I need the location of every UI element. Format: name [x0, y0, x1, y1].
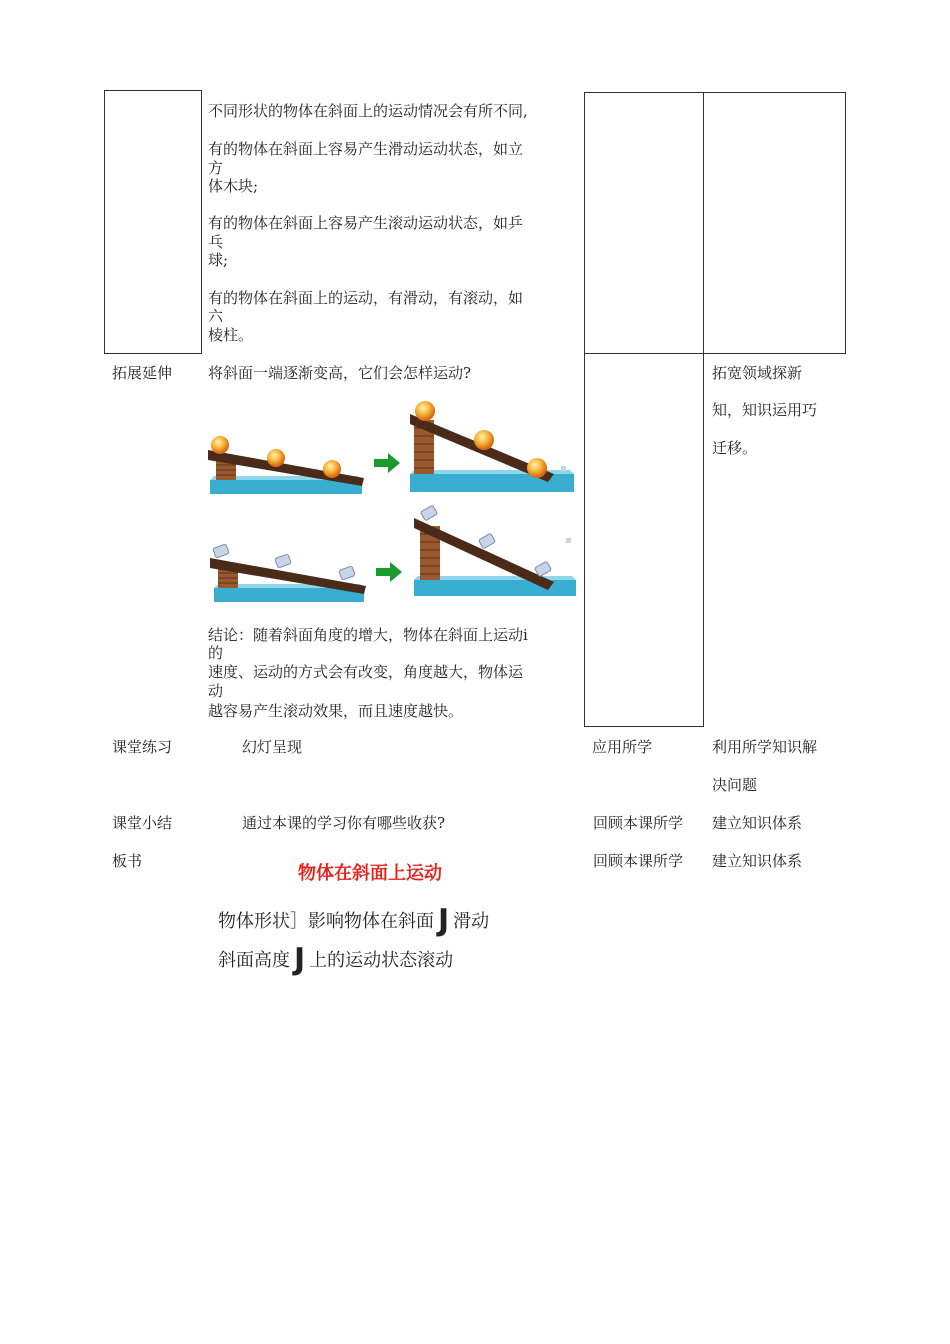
- content-line: 乓: [208, 233, 224, 251]
- conclusion-line: 速度、运动的方式会有改变，角度越大，物体运: [208, 663, 524, 681]
- content-line: 有的物体在斜面上容易产生滑动运动状态，如立: [208, 140, 524, 158]
- extend-intent-line: 迁移。: [712, 439, 758, 457]
- extend-intent-line: 知，知识运用巧: [712, 401, 818, 419]
- arrow-right-icon: [376, 562, 402, 582]
- conclusion-line: 结论：随着斜面角度的增大，物体在斜面上运动i: [208, 626, 528, 644]
- content-line: 体木块;: [208, 177, 259, 195]
- ball-icon: [474, 430, 494, 450]
- practice-student: 应用所学: [592, 738, 653, 756]
- board-text: 上的运动状态滚动: [309, 950, 454, 971]
- content-line: 六: [208, 307, 224, 325]
- row-label-summary: 课堂小结: [112, 814, 173, 832]
- high-incline-balls: [410, 401, 574, 492]
- practice-intent-line: 利用所学知识解: [712, 738, 818, 756]
- board-title: 物体在斜面上运动: [298, 863, 442, 884]
- board-text: 斜面高度: [218, 950, 290, 971]
- content-line: 不同形状的物体在斜面上的运动情况会有所不同,: [208, 102, 528, 120]
- practice-intent-line: 决问题: [712, 776, 758, 794]
- conclusion-line: 的: [208, 644, 224, 662]
- board-line-1: [218, 904, 489, 939]
- ball-icon: [323, 460, 341, 478]
- content-line: 棱柱。: [208, 326, 254, 344]
- conclusion-line: 越容易产生滚动效果，而且速度越快。: [208, 702, 464, 720]
- board-text: 物体形状］影响物体在斜面: [218, 911, 434, 932]
- content-line: 球;: [208, 251, 229, 269]
- board-student: 回顾本课所学: [593, 852, 684, 870]
- low-incline-cubes: [210, 544, 366, 602]
- conclusion-line: 动: [208, 682, 224, 700]
- brace-glyph: J: [438, 903, 450, 938]
- low-incline-balls: [208, 436, 364, 494]
- extend-intent-line: 拓宽领域探新: [712, 364, 803, 382]
- summary-student: 回顾本课所学: [593, 814, 684, 832]
- ball-icon: [527, 458, 547, 478]
- row-label-practice: 课堂练习: [112, 738, 173, 756]
- ball-icon: [211, 436, 229, 454]
- board-line-2: [218, 943, 453, 978]
- summary-content: 通过本课的学习你有哪些收获?: [242, 814, 446, 832]
- summary-intent: 建立知识体系: [712, 814, 803, 832]
- arrow-right-icon: [374, 453, 400, 473]
- cube-icon: [339, 566, 356, 580]
- ball-icon: [267, 449, 285, 467]
- cube-icon: [213, 544, 230, 558]
- content-line: 有的物体在斜面上容易产生滚动运动状态，如乒: [208, 214, 524, 232]
- content-line: 有的物体在斜面上的运动，有滑动，有滚动，如: [208, 289, 524, 307]
- cube-icon: [420, 505, 437, 521]
- content-line: 方: [208, 159, 224, 177]
- practice-content: 幻灯呈现: [242, 738, 303, 756]
- incline-illustration: [204, 392, 580, 608]
- high-incline-cubes: [414, 505, 576, 596]
- board-intent: 建立知识体系: [712, 852, 803, 870]
- board-text: 滑动: [453, 911, 490, 932]
- row-label-board: 板书: [112, 852, 143, 870]
- extend-question: 将斜面一端逐渐变高，它们会怎样运动?: [208, 364, 472, 382]
- cube-icon: [478, 533, 495, 549]
- cube-icon: [275, 554, 292, 568]
- brace-glyph: J: [294, 942, 306, 977]
- ball-icon: [415, 401, 435, 421]
- row-label-extend: 拓展延伸: [112, 364, 173, 382]
